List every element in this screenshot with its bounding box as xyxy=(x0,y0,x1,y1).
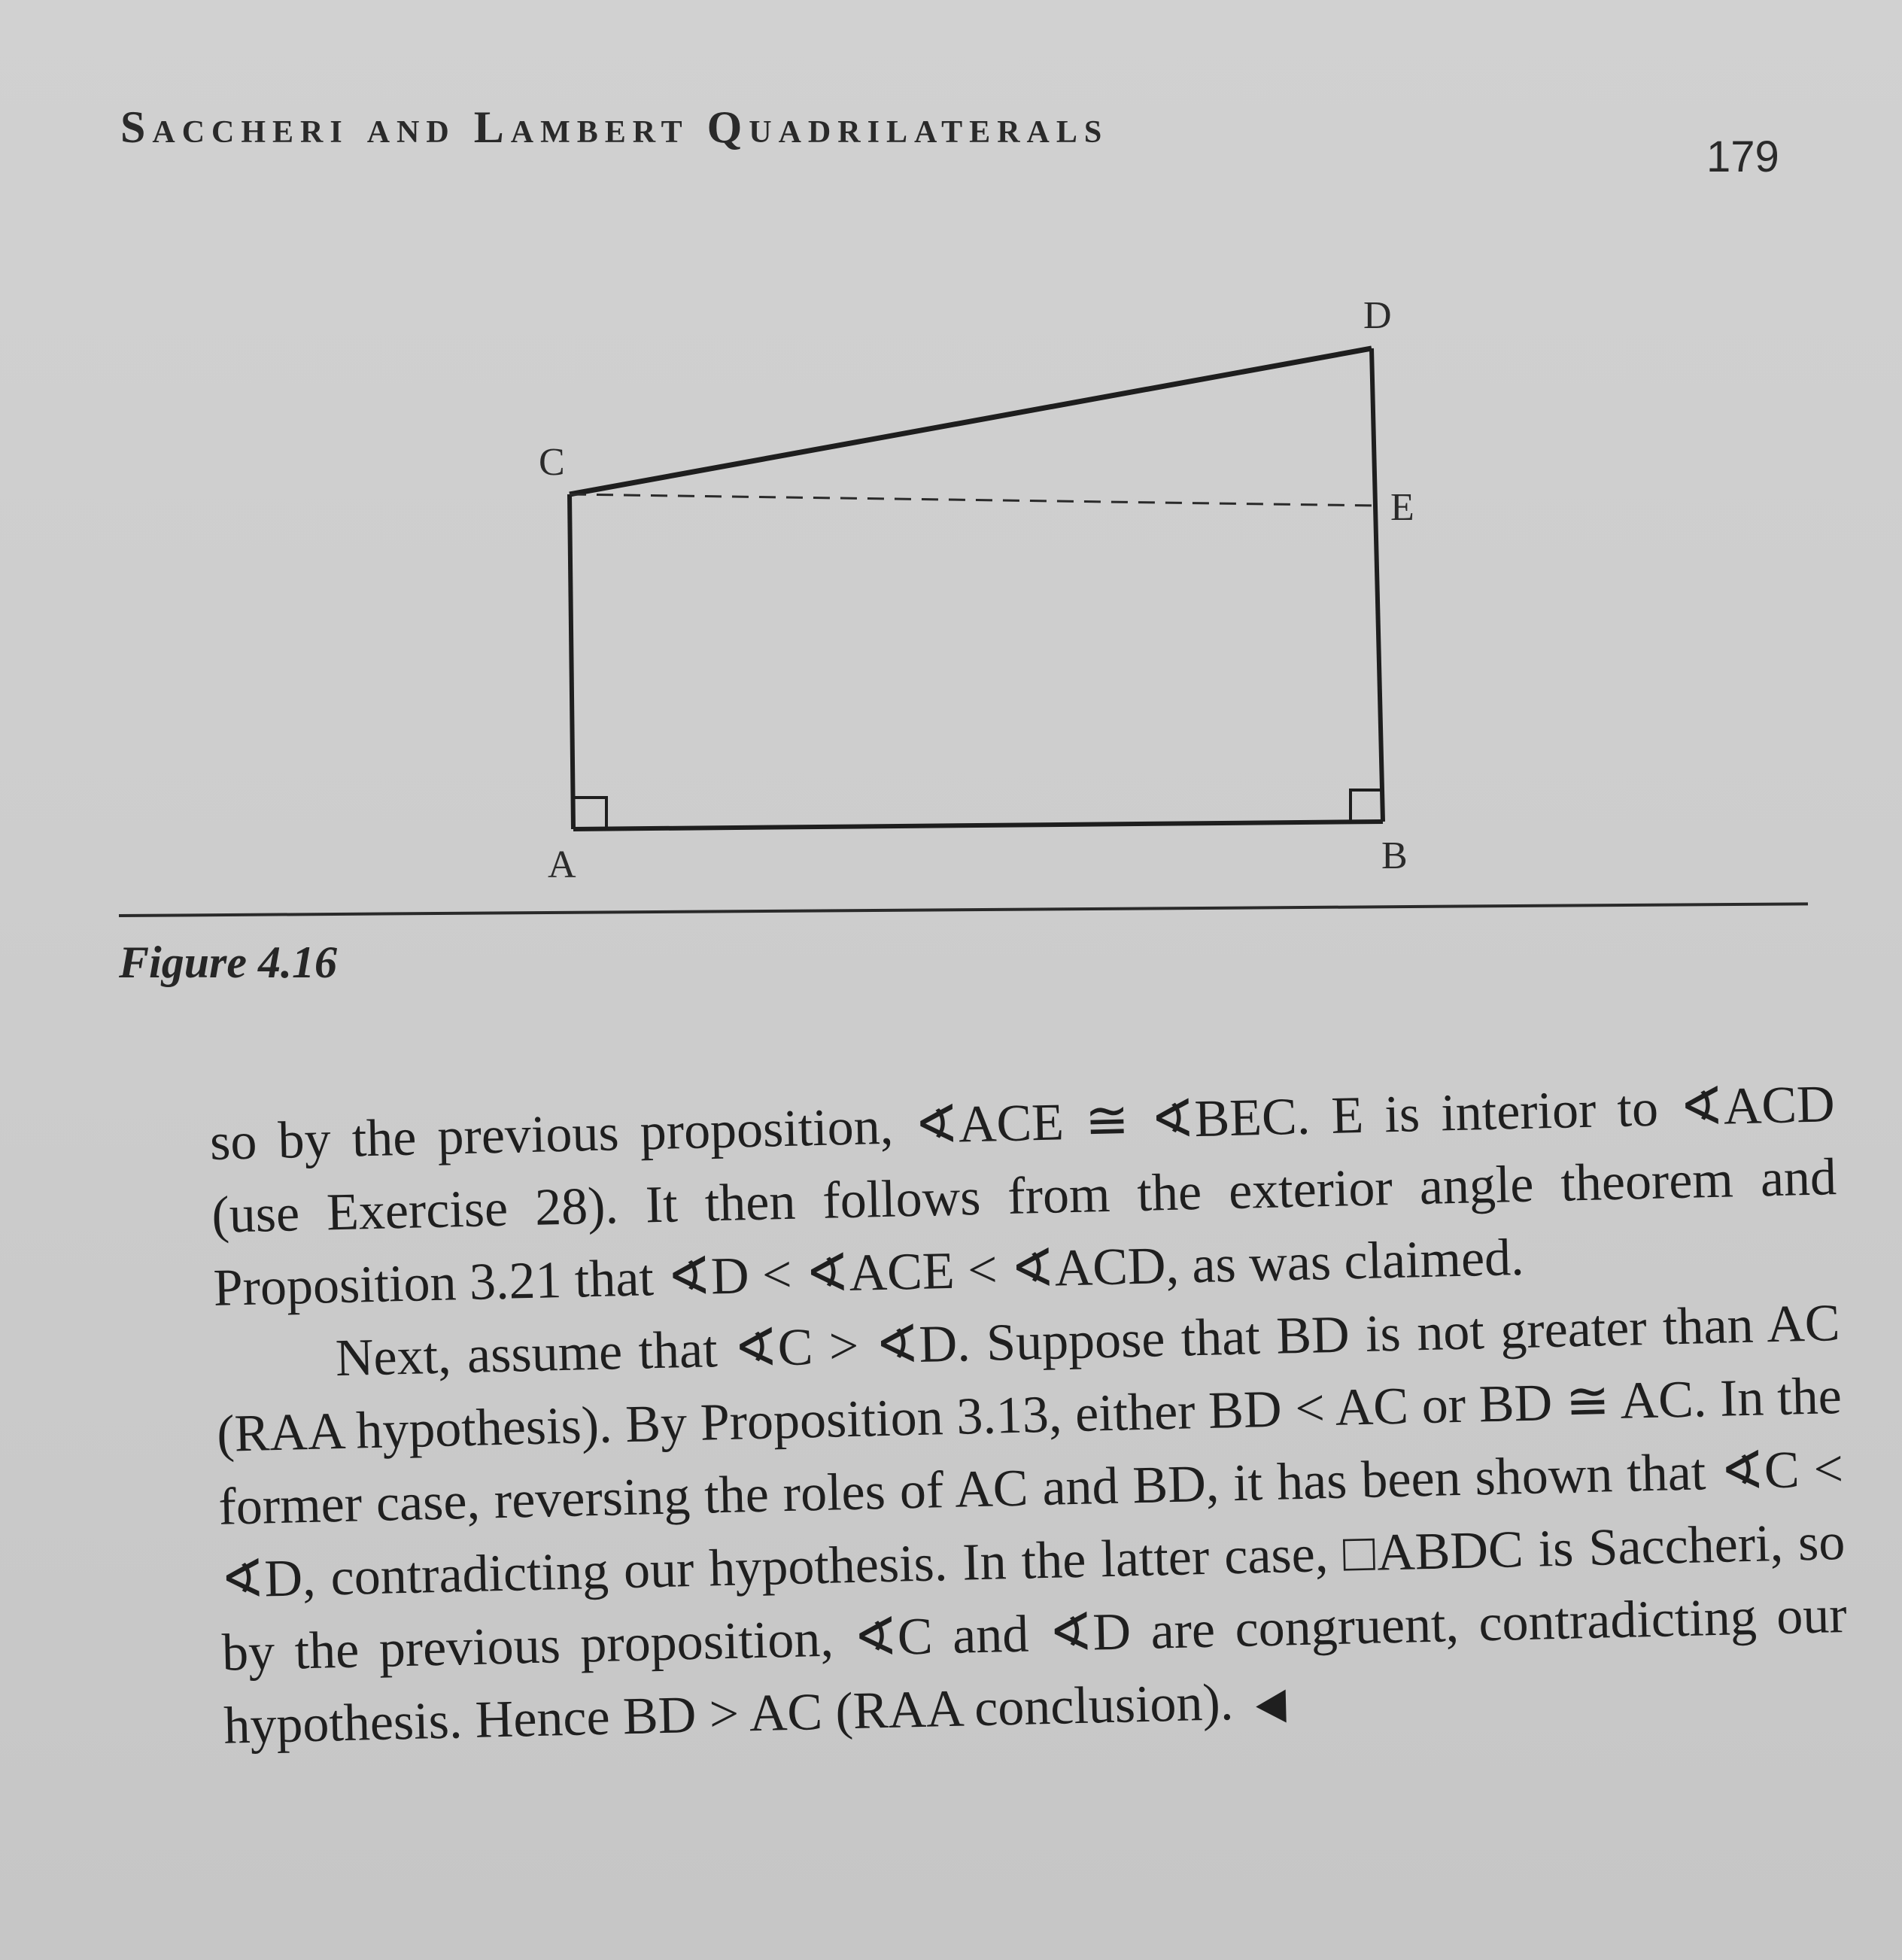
page-number: 179 xyxy=(1706,132,1779,181)
paragraph-1: so by the previous proposition, ∢ACE ≅ ∢BEC. E is interior to ∢ACD (use Exercise 28). It then follows from the exterior angle theorem and Proposition 3.21 that ∢D < ∢ACE < ∢ACD, as was claimed. xyxy=(209,1075,1837,1317)
right-angle-mark-a xyxy=(573,798,606,828)
segment-cd xyxy=(570,348,1372,494)
label-a: A xyxy=(548,843,576,886)
figure-4-16 xyxy=(0,0,1902,978)
label-b: B xyxy=(1381,834,1408,877)
end-of-proof-icon xyxy=(1256,1689,1287,1723)
right-angle-mark-b xyxy=(1351,790,1382,822)
segment-ac xyxy=(570,494,573,829)
running-head: Saccheri and Lambert Quadrilaterals xyxy=(120,102,1109,152)
label-c: C xyxy=(539,441,565,484)
paragraph-2-text: Next, assume that ∢C > ∢D. Suppose that BD is not greater than AC (RAA hypothesis). By Proposition 3.13, either BD < AC or BD ≅ AC. In the former case, reversing the roles of AC and BD, it has been shown that ∢C < ∢D, contradicting our hypothesis. In the latter case, □ABDC is Saccheri, so by the previous proposition, ∢C and ∢D are congruent, contradicting our hypothesis. Hence BD > AC (RAA conclusion). xyxy=(216,1294,1848,1755)
figure-caption: Figure 4.16 xyxy=(119,937,338,987)
proof-text xyxy=(209,1068,1849,1763)
paragraph-2 xyxy=(214,1287,1849,1763)
label-e: E xyxy=(1390,486,1414,529)
segment-bd xyxy=(1372,348,1383,822)
quadrilateral-diagram xyxy=(0,0,1902,978)
segment-ce-dashed xyxy=(570,494,1377,506)
label-d: D xyxy=(1363,294,1392,337)
segment-ab xyxy=(573,822,1383,829)
